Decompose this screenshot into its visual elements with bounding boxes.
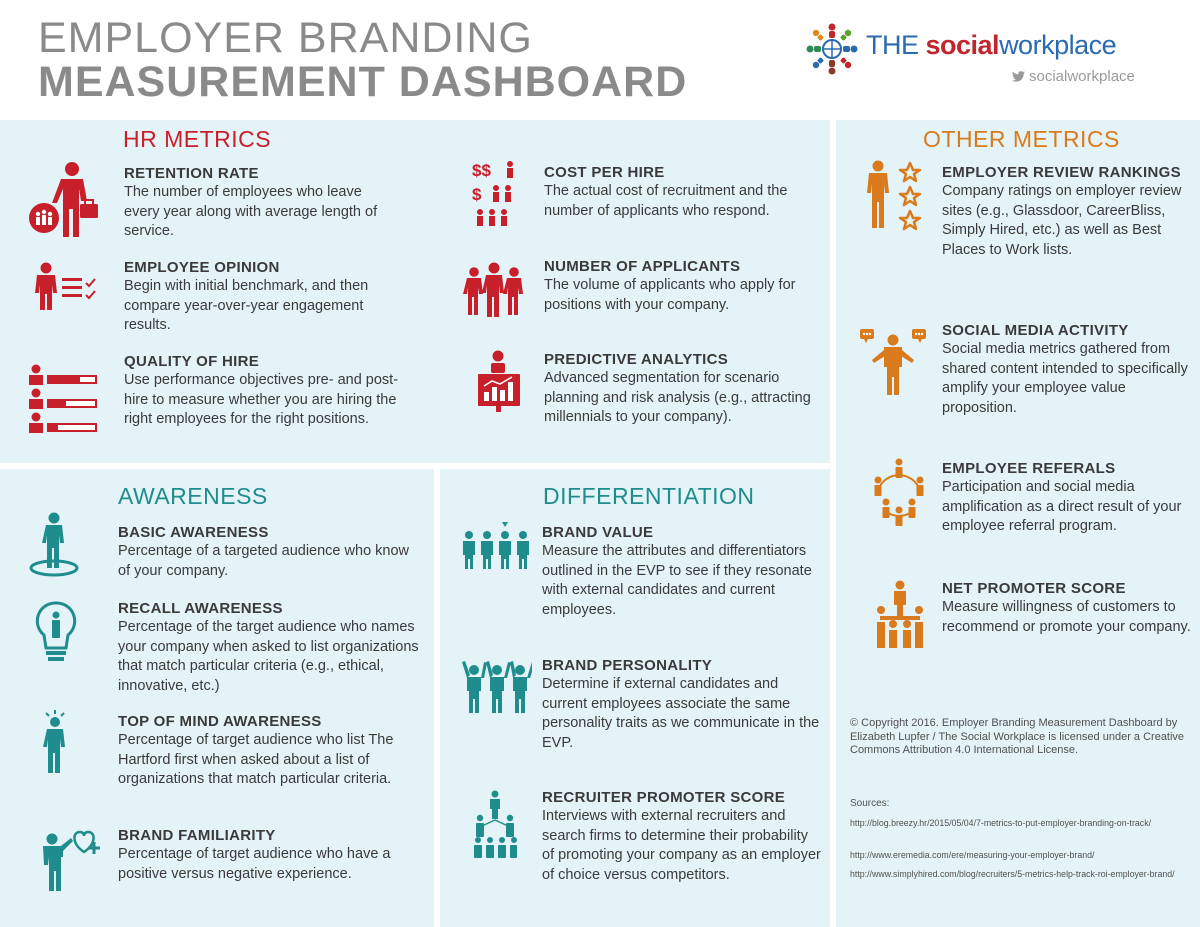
other-metric-employer-review-rankings — [942, 164, 1192, 260]
top-of-mind-awareness-icon — [40, 710, 70, 776]
item-title: EMPLOYEE OPINION — [124, 259, 280, 276]
other-metric-net-promoter-score — [942, 580, 1192, 637]
item-text: Determine if external candidates and current employees associate the same personality traits as we communicate in the EVP. — [542, 676, 820, 751]
item-title: PREDICTIVE ANALYTICS — [544, 351, 729, 368]
employer-review-rankings-icon — [862, 160, 924, 232]
item-text: Company ratings on employer review sites (e.g., Glassdoor, CareerBliss, Simply Hired, etc.) as well as Best Places to Work lists. — [942, 183, 1182, 258]
awareness-recall-awareness — [118, 600, 428, 696]
hr-metric-predictive-analytics — [544, 351, 824, 428]
other-metrics-title: OTHER METRICS — [923, 126, 1120, 152]
svg-text:$: $ — [472, 185, 482, 204]
item-title: RECALL AWARENESS — [118, 600, 283, 617]
hr-metric-number-of-applicants — [544, 258, 824, 315]
copyright-notice: © Copyright 2016. Employer Branding Measurement Dashboard by Elizabeth Lupfer / The Social Workplace is licensed under a Creative Commons Attribution 4.0 International License. — [850, 717, 1185, 756]
page-title-line2: MEASUREMENT DASHBOARD — [38, 58, 688, 106]
svg-text:$$: $$ — [472, 161, 491, 180]
item-text: The actual cost of recruitment and the number of applicants who respond. — [544, 183, 788, 219]
social-workplace-logo-text: THE socialworkplace — [866, 30, 1117, 60]
social-workplace-logo-icon — [805, 22, 859, 76]
item-text: Measure the attributes and differentiators outlined in the EVP to see if they resonate with external candidates and current employees. — [542, 543, 812, 618]
employee-referals-icon — [870, 458, 928, 526]
brand-personality-icon — [462, 658, 532, 714]
other-metric-employee-referals — [942, 460, 1192, 537]
item-title: BASIC AWARENESS — [118, 524, 269, 541]
brand-familiarity-icon — [38, 826, 104, 892]
awareness-basic-awareness — [118, 524, 418, 581]
differentiation-brand-value — [542, 524, 822, 620]
item-title: RECRUITER PROMOTER SCORE — [542, 789, 786, 806]
item-text: Measure willingness of customers to recommend or promote your company. — [942, 599, 1191, 635]
cost-per-hire-icon — [472, 160, 518, 232]
social-media-activity-icon — [858, 326, 928, 396]
item-title: SOCIAL MEDIA ACTIVITY — [942, 322, 1129, 339]
employee-opinion-icon — [32, 262, 102, 312]
item-title: BRAND PERSONALITY — [542, 657, 713, 674]
awareness-title: AWARENESS — [118, 483, 268, 509]
item-text: The number of employees who leave every year along with average length of service. — [124, 184, 378, 239]
twitter-handle: socialworkplace — [1012, 68, 1135, 85]
item-title: QUALITY OF HIRE — [124, 353, 260, 370]
item-title: BRAND VALUE — [542, 524, 654, 541]
page-title-line1: EMPLOYER BRANDING — [38, 14, 533, 62]
other-metric-social-media-activity — [942, 322, 1192, 418]
item-title: BRAND FAMILIARITY — [118, 827, 276, 844]
source-link[interactable]: http://www.simplyhired.com/blog/recruiters/5-metrics-help-track-roi-employer-brand/ — [850, 869, 1175, 879]
item-text: Percentage of a targeted audience who know of your company. — [118, 543, 410, 579]
item-text: The volume of applicants who apply for positions with your company. — [544, 277, 796, 313]
item-text: Percentage of the target audience who names your company when asked to list organizations that match particular criteria (e.g., ethical, innovative, etc.) — [118, 619, 419, 694]
item-text: Percentage of target audience who have a positive versus negative experience. — [118, 846, 391, 882]
brand-value-icon — [462, 522, 532, 570]
item-text: Participation and social media amplification as a direct result of your employee referral program. — [942, 479, 1182, 534]
hr-metric-retention-rate — [124, 165, 394, 242]
item-title: NUMBER OF APPLICANTS — [544, 258, 741, 275]
item-text: Begin with initial benchmark, and then compare year-over-year engagement results. — [124, 278, 369, 333]
item-text: Advanced segmentation for scenario planning and risk analysis (e.g., attracting millennials to your company). — [544, 370, 811, 425]
item-title: NET PROMOTER SCORE — [942, 580, 1126, 597]
differentiation-brand-personality — [542, 657, 822, 753]
awareness-top-of-mind-awareness — [118, 713, 428, 790]
hr-metric-employee-opinion — [124, 259, 404, 336]
sources-label: Sources: — [850, 798, 890, 809]
item-text: Social media metrics gathered from shared content intended to specifically amplify your employee value proposition. — [942, 341, 1188, 416]
predictive-analytics-icon — [474, 350, 524, 412]
item-title: EMPLOYER REVIEW RANKINGS — [942, 164, 1181, 181]
hr-metric-quality-of-hire — [124, 353, 399, 430]
hr-metrics-title: HR METRICS — [123, 126, 272, 152]
recruiter-promoter-score-icon — [472, 790, 518, 860]
item-title: EMPLOYEE REFERALS — [942, 460, 1116, 477]
differentiation-title: DIFFERENTIATION — [543, 483, 755, 509]
net-promoter-score-icon — [874, 580, 926, 650]
item-title: TOP OF MIND AWARENESS — [118, 713, 322, 730]
quality-of-hire-icon — [28, 362, 100, 434]
item-text: Use performance objectives pre- and post-hire to measure whether you are hiring the right employees for the right positions. — [124, 372, 399, 427]
hr-metric-cost-per-hire — [544, 164, 824, 221]
page-header — [0, 0, 1200, 118]
item-text: Interviews with external recruiters and search firms to determine their probability of promoting your company as an employer of choice versus competitors. — [542, 808, 821, 883]
awareness-brand-familiarity — [118, 827, 418, 884]
source-link[interactable]: http://www.eremedia.com/ere/measuring-your-employer-brand/ — [850, 850, 1095, 860]
item-title: COST PER HIRE — [544, 164, 665, 181]
differentiation-recruiter-promoter-score — [542, 789, 822, 885]
basic-awareness-icon — [28, 512, 80, 578]
item-text: Percentage of target audience who list The Hartford first when asked about a list of organizations that match particular criteria. — [118, 732, 394, 787]
item-title: RETENTION RATE — [124, 165, 259, 182]
retention-rate-icon — [28, 160, 108, 238]
recall-awareness-icon — [34, 600, 78, 666]
number-of-applicants-icon — [462, 262, 526, 326]
source-link[interactable]: http://blog.breezy.hr/2015/05/04/7-metrics-to-put-employer-branding-on-track/ — [850, 818, 1152, 828]
twitter-bird-icon — [1012, 71, 1025, 82]
